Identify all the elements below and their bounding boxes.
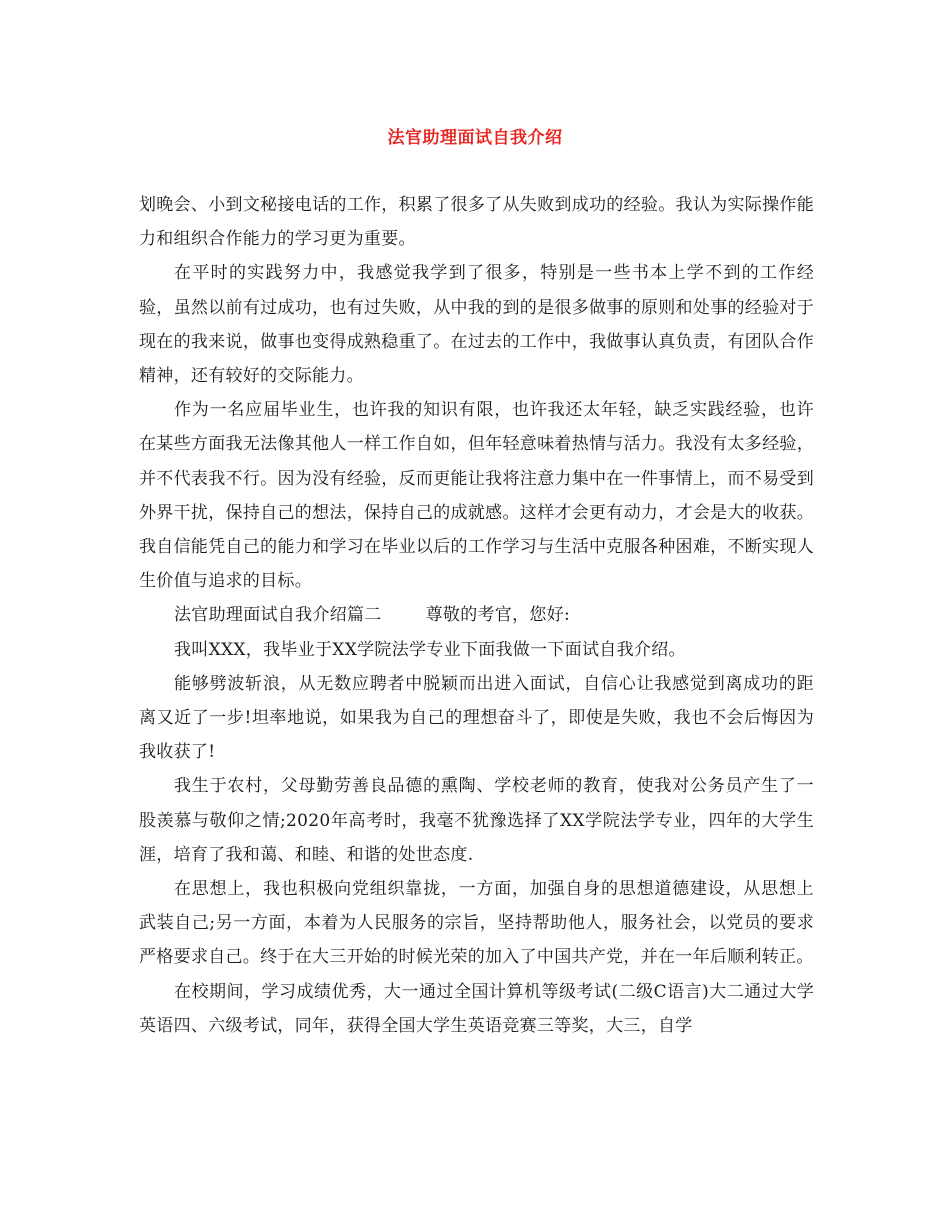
paragraph-background: 我生于农村，父母勤劳善良品德的熏陶、学校老师的教育，使我对公务员产生了一股羡慕与敬仰之情;2020年高考时，我毫不犹豫选择了XX学院法学专业，四年的大学生涯，培育了我和蔼、和睦、和谐的处世态度. xyxy=(139,776,814,865)
document-body xyxy=(139,188,814,1043)
document-title: 法官助理面试自我介绍 xyxy=(387,128,563,148)
section-heading-line xyxy=(139,598,814,632)
paragraph-confidence: 能够劈波斩浪，从无数应聘者中脱颖而出进入面试，自信心让我感觉到离成功的距离又近了一步!坦率地说，如果我为自己的理想奋斗了，即使是失败，我也不会后悔因为我收获了! xyxy=(139,673,814,763)
paragraph-practice: 在平时的实践努力中，我感觉我学到了很多，特别是一些书本上学不到的工作经验，虽然以前有过成功，也有过失败，从中我的到的是很多做事的原则和处事的经验对于现在的我来说，做事也变得成熟稳重了。在过去的工作中，我做事认真负责，有团队合作精神，还有较好的交际能力。 xyxy=(139,263,814,387)
section-heading: 法官助理面试自我介绍篇二 xyxy=(174,605,382,626)
paragraph-graduate: 作为一名应届毕业生，也许我的知识有限，也许我还太年轻，缺乏实践经验，也许在某些方面我无法像其他人一样工作自如，但年轻意味着热情与活力。我没有太多经验，并不代表我不行。因为没有经验，反而更能让我将注意力集中在一件事情上，而不易受到外界干扰，保持自己的想法，保持自己的成就感。这样才会更有动力，才会是大的收获。我自信能凭自己的能力和学习在毕业以后的工作学习与生活中克服各种困难，不断实现人生价值与追求的目标。 xyxy=(139,400,814,592)
greeting: 尊敬的考官，您好: xyxy=(425,605,571,626)
paragraph-continued: 划晚会、小到文秘接电话的工作，积累了很多了从失败到成功的经验。我认为实际操作能力和组织合作能力的学习更为重要。 xyxy=(139,195,814,250)
paragraph-studies: 在校期间，学习成绩优秀，大一通过全国计算机等级考试(二级C语言)大二通过大学英语四、六级考试，同年，获得全国大学生英语竞赛三等奖，大三，自学 xyxy=(139,981,814,1036)
paragraph-ideology: 在思想上，我也积极向党组织靠拢，一方面，加强自身的思想道德建设，从思想上武装自己;另一方面，本着为人民服务的宗旨，坚持帮助他人，服务社会，以党员的要求严格要求自己。终于在大三开始的时候光荣的加入了中国共产党，并在一年后顺利转正。 xyxy=(139,879,814,968)
paragraph-intro: 我叫XXX，我毕业于XX学院法学专业下面我做一下面试自我介绍。 xyxy=(174,639,686,660)
